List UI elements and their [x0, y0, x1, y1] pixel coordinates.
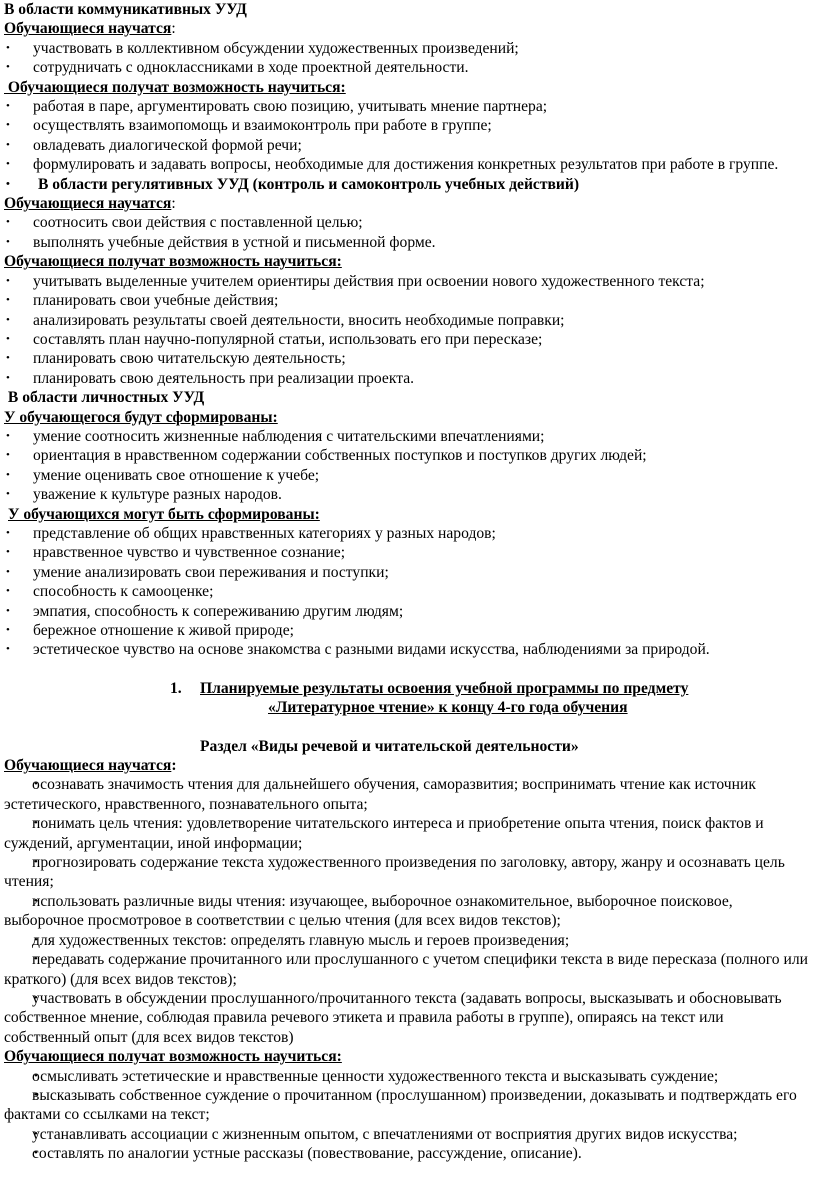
colon: : [171, 757, 177, 775]
personal-title: В области личностных УУД [4, 389, 205, 407]
list-item: • эмпатия, способность к сопереживанию другим людям; [4, 602, 812, 621]
regulatory-will-learn-heading-line [4, 194, 812, 213]
list-item: • анализировать результаты своей деятельности, вносить необходимые поправки; [4, 311, 812, 330]
regulatory-title: • В области регулятивных УУД (контроль и самоконтроль учебных действий) [4, 175, 812, 194]
list-item: • овладевать диалогической формой речи; [4, 136, 812, 155]
spacer [4, 660, 812, 679]
list-item: • ориентация в нравственном содержании собственных поступков и поступков других людей; [4, 446, 812, 465]
planned-title-line1 [4, 679, 812, 698]
list-item-text: устанавливать ассоциации с жизненным опытом, с впечатлениями от восприятия других видов искусства; [32, 1125, 738, 1143]
list-item: • сотрудничать с одноклассниками в ходе проектной деятельности. [4, 58, 812, 77]
list-item: • составлять план научно-популярной статьи, использовать его при пересказе; [4, 330, 812, 349]
section-may-learn-heading: Обучающиеся получат возможность научиться: [4, 1048, 342, 1066]
list-item-text: прогнозировать содержание текста художественного произведения по заголовку, автору, жанру и осознавать цель чтения; [4, 854, 785, 891]
document-page [4, 0, 812, 1164]
communicative-will-learn-heading-line [4, 19, 812, 38]
planned-title-text-1: Планируемые результаты освоения учебной программы по предмету [200, 679, 689, 697]
list-item-wrapped [4, 931, 812, 950]
list-item-text: осознавать значимость чтения для дальнейшего обучения, саморазвития; воспринимать чтение как источник эстетического, нравственного, познавательного опыта; [4, 776, 756, 813]
list-item-text: для художественных текстов: определять главную мысль и героев произведения; [32, 931, 570, 949]
list-item-wrapped [4, 814, 812, 853]
list-item-wrapped [4, 989, 812, 1047]
planned-title-line2: «Литературное чтение» к концу 4-го года обучения [268, 699, 628, 717]
regulatory-will-learn-heading: Обучающиеся научатся [4, 195, 172, 213]
list-item-wrapped [4, 1144, 812, 1163]
list-item: • планировать свои учебные действия; [4, 291, 812, 310]
list-item-text: использовать различные виды чтения: изучающее, выборочное ознакомительное, выборочное поисковое, выборочное просмотровое в соответствии с целью чтения (для всех видов текстов); [4, 892, 733, 930]
list-item-text: составлять по аналогии устные рассказы (повествование, рассуждение, описание). [32, 1145, 582, 1163]
list-item-text: участвовать в обсуждении прослушанного/прочитанного текста (задавать вопросы, высказывать и обосновывать собственное мнение, соблюдая правила речевого этикета и правила работы в группе), опираясь на текст или собственный опыт (для всех видов текстов) [4, 989, 782, 1046]
communicative-title: В области коммуникативных УУД [4, 1, 247, 18]
section-will-learn-heading: Обучающиеся научатся [4, 757, 172, 775]
list-item-wrapped [4, 853, 812, 892]
list-item: • учитывать выделенные учителем ориентиры действия при освоении нового художественного текста; [4, 272, 812, 291]
list-item: • умение анализировать свои переживания и поступки; [4, 563, 812, 582]
colon: : [171, 20, 176, 38]
section-will-learn-heading-line [4, 756, 812, 775]
list-item-text: высказывать собственное суждение о прочитанном (прослушанном) произведении, доказывать и подтверждать его фактами со ссылками на текст; [4, 1086, 797, 1124]
list-item-wrapped [4, 1067, 812, 1086]
planned-number: 1. [170, 679, 182, 697]
communicative-may-learn-heading: Обучающиеся получат возможность научиться: [4, 78, 346, 96]
communicative-will-learn-heading: Обучающиеся научатся [4, 20, 172, 38]
list-item-wrapped [4, 1125, 812, 1144]
personal-formed-heading: У обучающегося будут сформированы: [4, 408, 278, 426]
list-item: • осуществлять взаимопомощь и взаимоконтроль при работе в группе; [4, 116, 812, 135]
list-item: • работая в паре, аргументировать свою позицию, учитывать мнение партнера; [4, 97, 812, 116]
list-item: • соотносить свои действия с поставленной целью; [4, 213, 812, 232]
regulatory-may-learn-heading: Обучающиеся получат возможность научиться: [4, 253, 342, 271]
list-item: • планировать свою читательскую деятельность; [4, 349, 812, 368]
list-item: • умение оценивать свое отношение к учебе; [4, 466, 812, 485]
list-item: • планировать свою деятельность при реализации проекта. [4, 369, 812, 388]
list-item: • нравственное чувство и чувственное сознание; [4, 543, 812, 562]
list-item: • выполнять учебные действия в устной и письменной форме. [4, 233, 812, 252]
list-item-wrapped [4, 775, 812, 814]
list-item: • умение соотносить жизненные наблюдения с читательскими впечатлениями; [4, 427, 812, 446]
list-item: • бережное отношение к живой природе; [4, 621, 812, 640]
list-item: • уважение к культуре разных народов. [4, 485, 812, 504]
section-title: Раздел «Виды речевой и читательской деятельности» [200, 737, 579, 755]
list-item-wrapped [4, 892, 812, 931]
list-item-wrapped [4, 1086, 812, 1125]
list-item-text: понимать цель чтения: удовлетворение читательского интереса и приобретение опыта чтения, поиск фактов и суждений, аргументации, иной информации; [4, 815, 764, 852]
list-item-wrapped [4, 155, 812, 174]
list-item: • представление об общих нравственных категориях у разных народов; [4, 524, 812, 543]
list-item: • эстетическое чувство на основе знакомства с разными видами искусства, наблюдениями за природой. [4, 640, 812, 659]
list-item-text: осмысливать эстетические и нравственные ценности художественного текста и высказывать суждение; [32, 1067, 719, 1085]
colon: : [171, 195, 176, 213]
list-item-text: формулировать и задавать вопросы, необходимые для достижения конкретных результатов при работе в группе. [33, 156, 779, 174]
list-item: • участвовать в коллективном обсуждении художественных произведений; [4, 39, 812, 58]
list-item-wrapped [4, 950, 812, 989]
spacer [4, 718, 812, 737]
list-item-text: передавать содержание прочитанного или прослушанного с учетом специфики текста в виде пересказа (полного или краткого) (для всех видов текстов); [4, 951, 808, 988]
list-item: • способность к самооценке; [4, 582, 812, 601]
personal-may-form-heading: У обучающихся могут быть сформированы: [8, 505, 320, 523]
